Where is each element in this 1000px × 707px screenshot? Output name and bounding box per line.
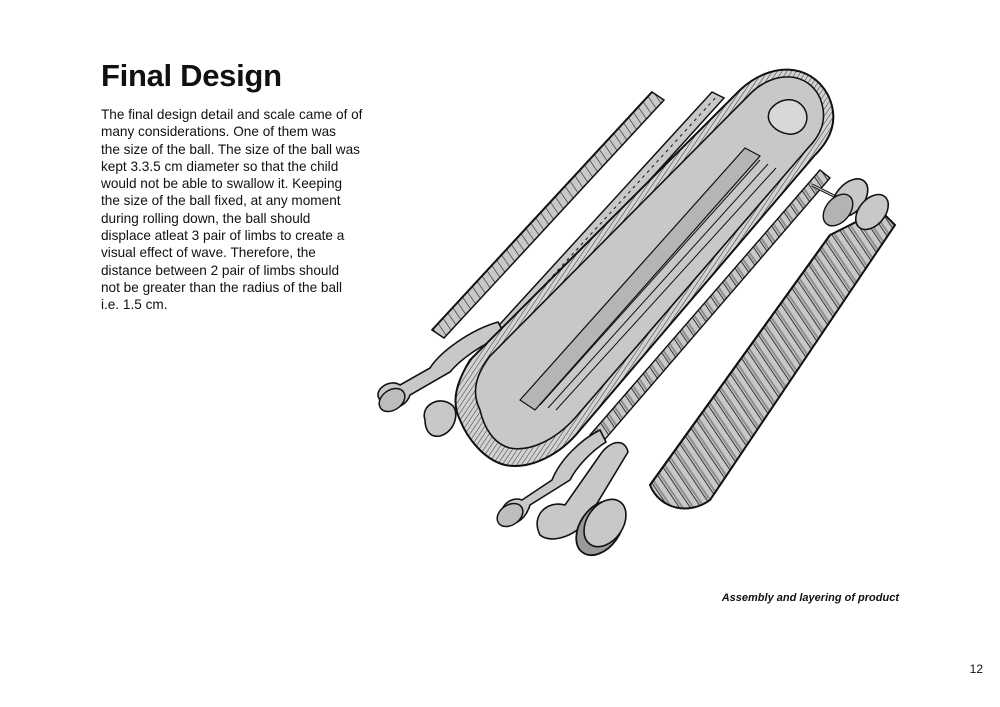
paragraph-line: distance between 2 pair of limbs should: [101, 262, 340, 278]
paragraph-line: not be greater than the radius of the ball: [101, 279, 343, 295]
paragraph-line: i.e. 1.5 cm.: [101, 297, 168, 313]
paragraph-line: would not be able to swallow it. Keeping: [101, 176, 343, 192]
paragraph-line: displace atleat 3 pair of limbs to create a: [101, 228, 345, 244]
paragraph-line: the size of the ball. The size of the ball was: [101, 141, 360, 157]
body-paragraph: [101, 106, 363, 314]
figure-caption: Assembly and layering of product: [721, 592, 899, 604]
paragraph-line: many considerations. One of them was: [101, 124, 336, 140]
paragraph-line: The final design detail and scale came of of: [101, 107, 363, 122]
paragraph-line: the size of the ball fixed, at any moment: [101, 193, 341, 209]
paragraph-line: during rolling down, the ball should: [101, 210, 311, 226]
paragraph-line: kept 3.3.5 cm diameter so that the child: [101, 158, 339, 174]
assembly-illustration: [370, 60, 910, 570]
page-title: Final Design: [101, 58, 282, 93]
page-number: 12: [969, 662, 983, 676]
main-body: [455, 70, 833, 466]
paragraph-line: visual effect of wave. Therefore, the: [101, 245, 316, 261]
